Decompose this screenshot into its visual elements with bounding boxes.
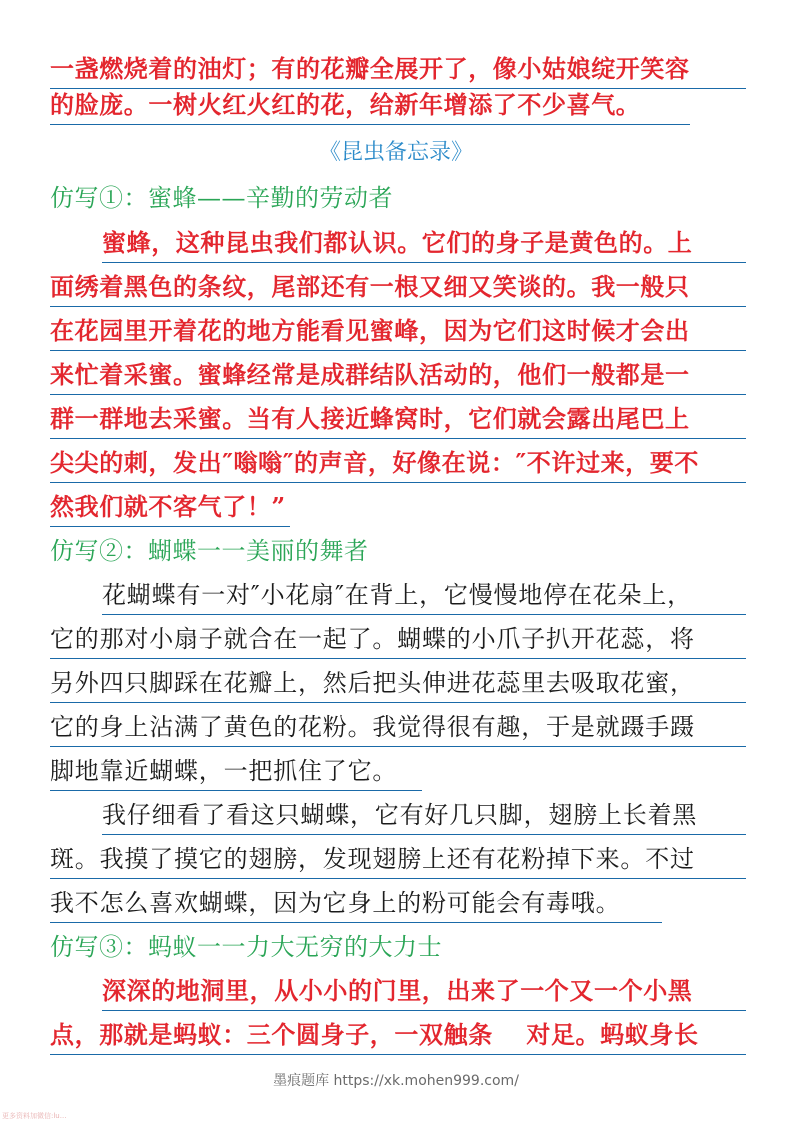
butterfly-line-7: 斑。我摸了摸它的翅膀，发现翅膀上还有花粉掉下来。不过 <box>50 844 746 879</box>
bee-line-6: 尖尖的刺，发出″嗡嗡″的声音，好像在说：″不许过来，要不 <box>50 448 746 483</box>
butterfly-line-2: 它的那对小扇子就合在一起了。蝴蝶的小爪子扒开花蕊，将 <box>50 624 746 659</box>
bee-line-7: 然我们就不客气了！” <box>50 492 290 527</box>
section-3-heading: 仿写③：蚂蚁一一力大无穷的大力士 <box>50 933 442 961</box>
butterfly-line-5: 脚地靠近蝴蝶，一把抓住了它。 <box>50 756 422 791</box>
intro-line-2: 的脸庞。一树火红火红的花，给新年增添了不少喜气。 <box>50 90 690 125</box>
page-title: 《昆虫备忘录》 <box>318 140 473 165</box>
section-1-heading: 仿写①：蜜蜂——辛勤的劳动者 <box>50 184 393 212</box>
bee-line-2: 面绣着黑色的条纹，尾部还有一根又细又笑谈的。我一般只 <box>50 272 746 307</box>
bee-line-1: 蜜蜂，这种昆虫我们都认识。它们的身子是黄色的。上 <box>102 228 746 263</box>
ant-line-1: 深深的地洞里，从小小的门里，出来了一个又一个小黑 <box>102 976 746 1011</box>
butterfly-line-4: 它的身上沾满了黄色的花粉。我觉得很有趣，于是就蹑手蹑 <box>50 712 746 747</box>
butterfly-line-3: 另外四只脚踩在花瓣上，然后把头伸进花蕊里去吸取花蜜， <box>50 668 746 703</box>
butterfly-line-1: 花蝴蝶有一对″小花扇″在背上，它慢慢地停在花朵上， <box>102 580 746 615</box>
bee-line-5: 群一群地去采蜜。当有人接近蜂窝时，它们就会露出尾巴上 <box>50 404 746 439</box>
corner-mark: 更多资料加微信:lu... <box>2 1112 67 1120</box>
bee-line-3: 在花园里开着花的地方能看见蜜峰，因为它们这时候才会出 <box>50 316 746 351</box>
footer-watermark: 墨痕题库 https://xk.mohen999.com/ <box>273 1073 519 1089</box>
section-2-heading: 仿写②：蝴蝶一一美丽的舞者 <box>50 537 369 565</box>
butterfly-line-6: 我仔细看了看这只蝴蝶，它有好几只脚，翅膀上长着黑 <box>102 800 746 835</box>
butterfly-line-8: 我不怎么喜欢蝴蝶，因为它身上的粉可能会有毒哦。 <box>50 888 662 923</box>
bee-line-4: 来忙着采蜜。蜜蜂经常是成群结队活动的，他们一般都是一 <box>50 360 746 395</box>
intro-line-1: 一盏燃烧着的油灯；有的花瓣全展开了，像小姑娘绽开笑容 <box>50 54 746 89</box>
ant-line-2: 点，那就是蚂蚁：三个圆身子，一双触条 对足。蚂蚁身长 <box>50 1020 746 1055</box>
